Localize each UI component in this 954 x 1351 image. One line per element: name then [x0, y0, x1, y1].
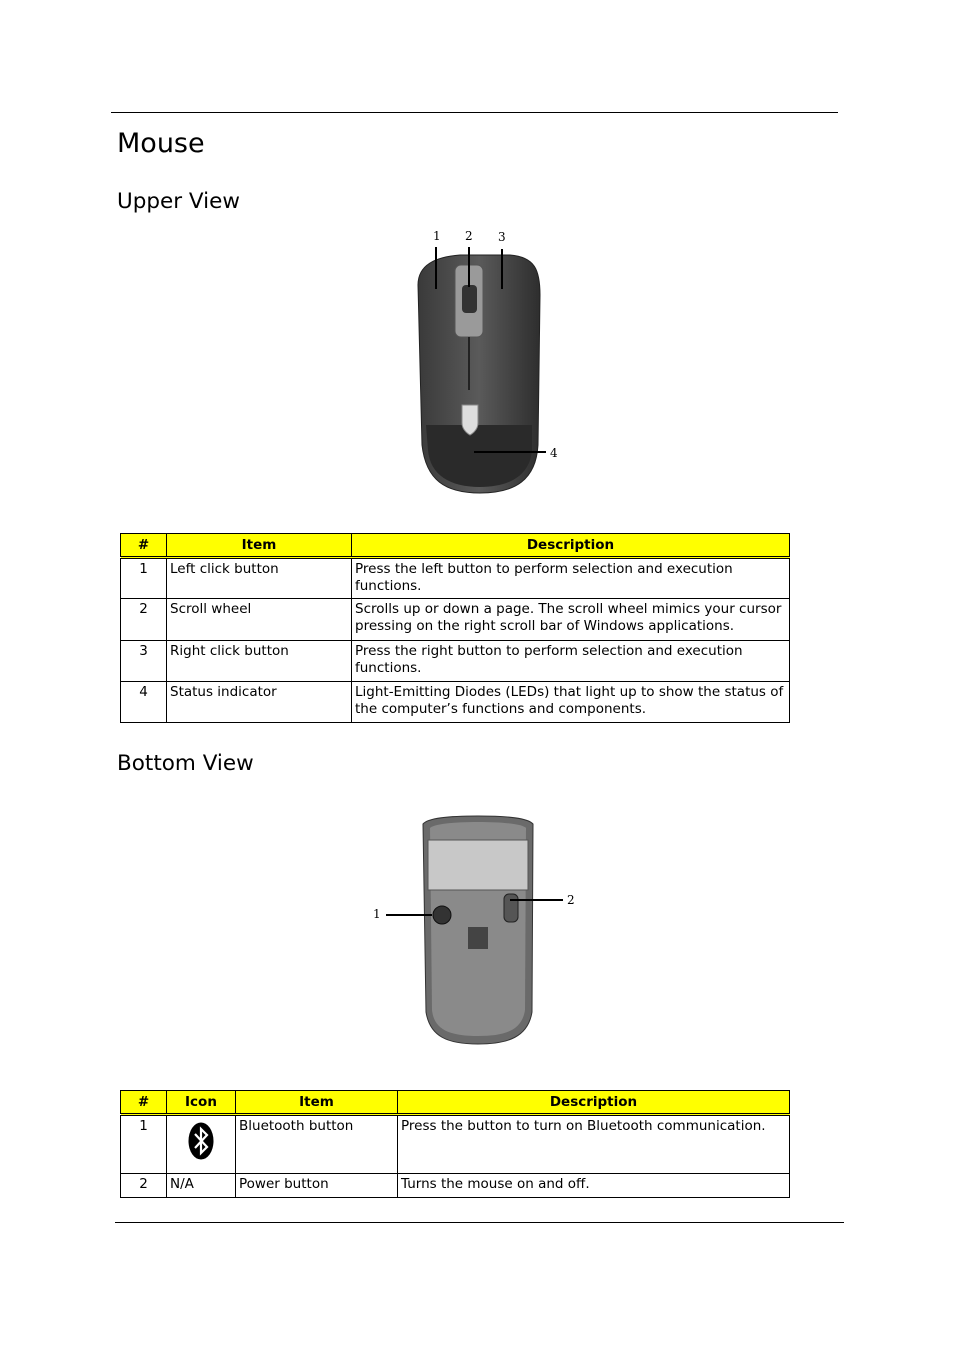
table-header-row	[121, 1091, 790, 1115]
bottom-callout-label-1: 1	[373, 907, 381, 921]
row-num: 1	[121, 1115, 167, 1174]
row-num: 2	[121, 599, 167, 641]
mouse-upper-view-figure	[400, 225, 570, 500]
header-num: #	[121, 534, 167, 558]
bluetooth-button-shape	[433, 906, 451, 924]
bottom-view-table	[120, 1090, 790, 1198]
callout-label-2: 2	[465, 229, 473, 243]
row-item: Right click button	[167, 641, 352, 682]
ferrari-logo-shield	[462, 405, 478, 435]
row-item: Power button	[236, 1174, 398, 1198]
row-num: 1	[121, 558, 167, 599]
row-description: Press the button to turn on Bluetooth communication.	[398, 1115, 790, 1174]
bottom-rule	[115, 1222, 844, 1223]
row-icon-text: N/A	[167, 1174, 236, 1198]
bottom-callout-label-2: 2	[567, 893, 575, 907]
bluetooth-icon	[188, 1122, 214, 1160]
header-item: Item	[167, 534, 352, 558]
row-description: Turns the mouse on and off.	[398, 1174, 790, 1198]
sensor-shape	[468, 927, 488, 949]
row-description: Scrolls up or down a page. The scroll wheel mimics your cursor pressing on the right scroll bar of Windows applications.	[352, 599, 790, 641]
table-row	[121, 1115, 790, 1174]
row-description: Light-Emitting Diodes (LEDs) that light up to show the status of the computer’s functions and components.	[352, 682, 790, 723]
upper-view-table	[120, 533, 790, 723]
header-description: Description	[398, 1091, 790, 1115]
callout-label-4: 4	[550, 446, 558, 460]
table-row	[121, 682, 790, 723]
mouse-bottom-view-figure	[368, 812, 578, 1047]
header-num: #	[121, 1091, 167, 1115]
row-description: Press the left button to perform selection and execution functions.	[352, 558, 790, 599]
row-num: 3	[121, 641, 167, 682]
table-row	[121, 599, 790, 641]
callout-label-3: 3	[498, 230, 506, 244]
callout-label-1: 1	[433, 229, 441, 243]
table-row	[121, 641, 790, 682]
row-description: Press the right button to perform selection and execution functions.	[352, 641, 790, 682]
row-icon	[167, 1115, 236, 1174]
row-item: Left click button	[167, 558, 352, 599]
header-item: Item	[236, 1091, 398, 1115]
header-description: Description	[352, 534, 790, 558]
row-item: Scroll wheel	[167, 599, 352, 641]
scroll-wheel	[462, 285, 477, 313]
table-header-row	[121, 534, 790, 558]
power-switch-shape	[504, 894, 518, 922]
bottom-view-heading: Bottom View	[117, 751, 254, 776]
top-rule	[111, 112, 838, 113]
header-icon: Icon	[167, 1091, 236, 1115]
row-num: 2	[121, 1174, 167, 1198]
page-title: Mouse	[117, 128, 205, 159]
row-item: Bluetooth button	[236, 1115, 398, 1174]
row-num: 4	[121, 682, 167, 723]
table-row	[121, 1174, 790, 1198]
table-row	[121, 558, 790, 599]
row-item: Status indicator	[167, 682, 352, 723]
upper-view-heading: Upper View	[117, 189, 240, 214]
label-sticker	[428, 840, 528, 890]
